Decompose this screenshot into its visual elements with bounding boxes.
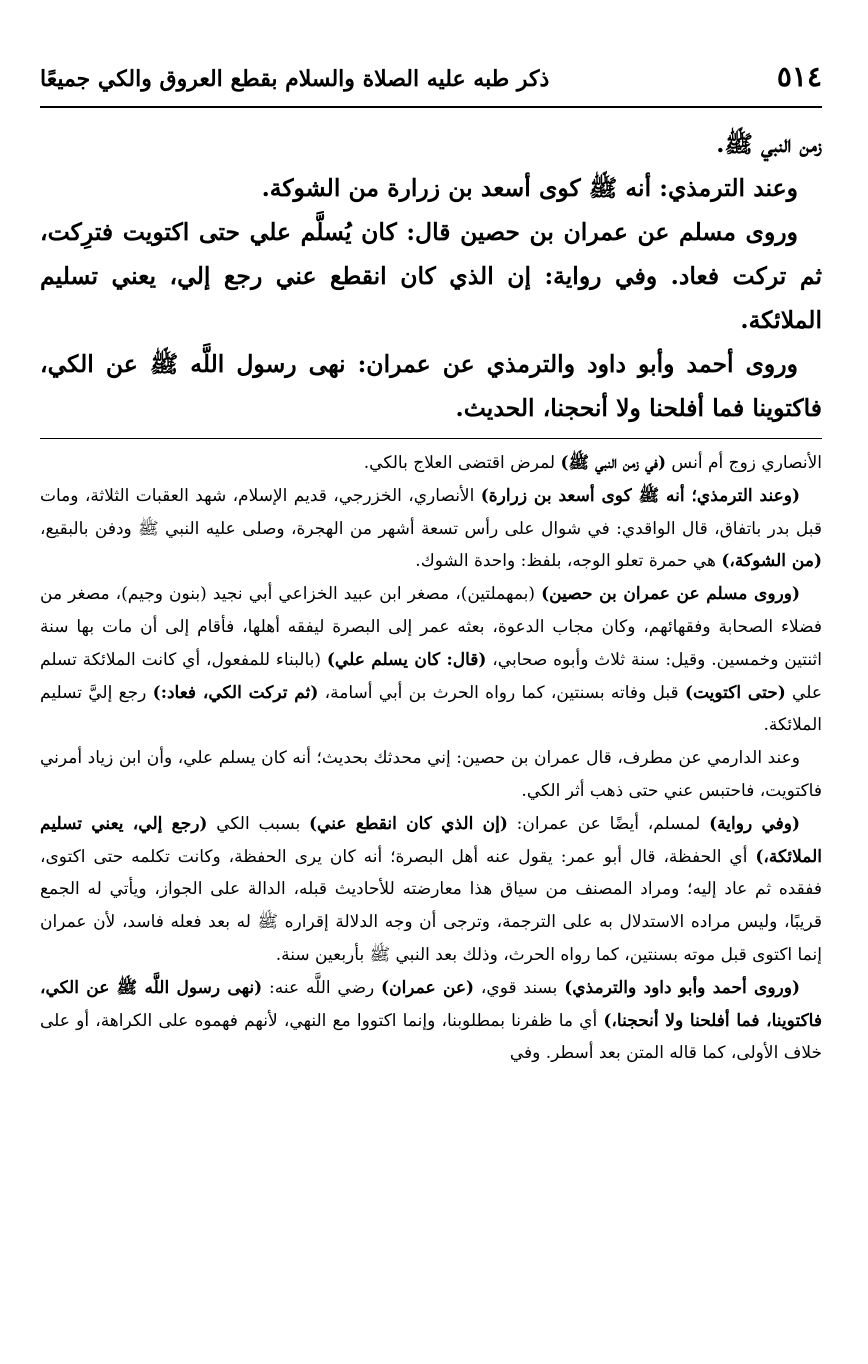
commentary-text: لمرض اقتضى العلاج بالكي. bbox=[363, 453, 561, 473]
commentary bbox=[40, 447, 822, 1070]
header-rule bbox=[40, 106, 822, 108]
commentary-text: (بمهملتين)، مصغر ابن عبيد الخزاعي أبي نجيد (بنون وجيم)، مصغر من فضلاء الصحابة وفقهائهم، وكان مجاب الدعوة، بعثه عمر إلى البصرة ليفقه أهلها، فأقام إلى أن مات بها سنة اثنتين وخمسين. وقيل: سنة ثلاث وأبوه صحابي، bbox=[40, 584, 823, 670]
commentary-text: بسند قوي، bbox=[474, 977, 565, 998]
commentary-text: لمسلم، أيضًا عن عمران: bbox=[507, 813, 710, 834]
commentary-text: أي ما ظفرنا بمطلوبنا، وإنما اكتووا مع النهي، لأنهم فهموه على الكراهة، أو على خلاف الأولى، كما قاله المتن بعد أسطر. وفي bbox=[40, 1010, 822, 1064]
commentary-paragraph bbox=[40, 447, 822, 480]
footnote-divider bbox=[40, 438, 822, 439]
page-number: ٥١٤ bbox=[776, 60, 822, 93]
commentary-bold-text: (إن الذي كان انقطع عني) bbox=[309, 813, 508, 834]
commentary-text: (بالبناء للمفعول، أي كانت الملائكة تسلم علي bbox=[40, 649, 822, 703]
commentary-text: الأنصاري، الخزرجي، قديم الإسلام، شهد العقبات الثلاثة، ومات قبل بدر باتفاق، قال الواقدي: في شوال على رأس تسعة أشهر من الهجرة، وصلى عليه النبي ﷺ ودفن بالبقيع، bbox=[40, 485, 822, 539]
commentary-bold-text: (عن عمران) bbox=[381, 977, 475, 998]
commentary-text: وعند الدارمي عن مطرف، قال عمران بن حصين: إني محدثك بحديث؛ أنه كان يسلم علي، وأن ابن زياد أمرني فاكتويت، فاحتبس عني حتى ذهب أثر الكي. bbox=[40, 748, 822, 801]
main-bold-text: ﷺ bbox=[149, 350, 179, 378]
commentary-paragraph bbox=[40, 742, 822, 808]
commentary-bold-text: (رجع إلي، يعني تسليم الملائكة،) bbox=[40, 813, 822, 867]
main-text: كوى أسعد بن زرارة من الشوكة. bbox=[261, 174, 589, 202]
commentary-bold-text: (وعند الترمذي؛ أنه ﷺ كوى أسعد بن زرارة) bbox=[480, 485, 800, 506]
commentary-bold-text: (نهى رسول اللَّه ﷺ عن الكي، فاكتوينا، فما أفلحنا ولا أنحجنا،) bbox=[40, 977, 822, 1031]
main-text: عن الكي، فاكتوينا فما أفلحنا ولا أنحجنا، الحديث. bbox=[40, 350, 822, 422]
commentary-text: الأنصاري زوج أم أنس bbox=[666, 453, 822, 473]
main-bold-text: ﷺ bbox=[588, 174, 618, 202]
page-header bbox=[40, 60, 822, 106]
commentary-bold-text: (وفي رواية) bbox=[709, 813, 801, 834]
commentary-bold-text: (قال: كان يسلم علي) bbox=[326, 649, 487, 670]
commentary-bold-text: (ثم تركت الكي، فعاد:) bbox=[152, 682, 319, 703]
main-text: وروى أحمد وأبو داود والترمذي عن عمران: نهى رسول اللَّه bbox=[178, 350, 798, 378]
commentary-paragraph bbox=[40, 808, 822, 972]
main-bold-text: ﷺ bbox=[724, 130, 753, 158]
commentary-text: قبل وفاته بسنتين، كما رواه الحرث بن أبي أسامة، bbox=[318, 682, 685, 703]
main-text: . bbox=[716, 130, 725, 158]
commentary-text: بسبب الكي bbox=[207, 813, 309, 834]
commentary-text: أي الحفظة، قال أبو عمر: يقول عنه أهل البصرة؛ أنه كان يرى الحفظة، وكانت تكلمه حتى اكتوى، ففقده ثم عاد إليه؛ ومراد المصنف من سياق هذا معارضته للأحاديث قبله، الدالة على الجواز، ويأتي له الجمع قريبًا، وليس مراده الاستدلال به على الترجمة، وترجى أن وجه الدلالة إقراره ﷺ له بعد فعله فاسد، لأن عمران إنما اكتوى قبل موته بسنتين، كما رواه الحرث، وذلك بعد النبي ﷺ بأربعين سنة. bbox=[40, 846, 822, 965]
main-paragraph bbox=[40, 166, 822, 210]
main-text: زمن النبي bbox=[752, 130, 822, 158]
commentary-bold-text: (حتى اكتويت) bbox=[684, 682, 786, 703]
main-text: وروى مسلم عن عمران بن حصين قال: كان يُسلَّم علي حتى اكتويت فترِكت، ثم تركت فعاد. وفي رواية: إن الذي كان انقطع عني رجع إلي، يعني تسليم الملائكة. bbox=[40, 218, 822, 334]
commentary-bold-text: (وروى مسلم عن عمران بن حصين) bbox=[541, 584, 800, 605]
commentary-bold-text: (وروى أحمد وأبو داود والترمذي) bbox=[564, 977, 800, 998]
commentary-text: رضي اللَّه عنه: bbox=[262, 977, 382, 998]
main-paragraph bbox=[40, 342, 822, 430]
commentary-text: رجع إليَّ تسليم الملائكة. bbox=[40, 682, 822, 736]
commentary-bold-text: (في زمن النبي ﷺ) bbox=[560, 453, 667, 473]
commentary-bold-text: (من الشوكة،) bbox=[721, 551, 822, 572]
main-text bbox=[40, 122, 822, 430]
main-paragraph bbox=[40, 122, 822, 166]
running-title: ذكر طبه عليه الصلاة والسلام بقطع العروق والكي جميعًا bbox=[40, 66, 550, 92]
commentary-text: هي حمرة تعلو الوجه، بلفظ: واحدة الشوك. bbox=[415, 551, 722, 572]
main-text: وعند الترمذي: أنه bbox=[617, 174, 798, 202]
main-paragraph bbox=[40, 210, 822, 342]
commentary-paragraph bbox=[40, 972, 822, 1070]
commentary-paragraph bbox=[40, 578, 822, 742]
commentary-paragraph bbox=[40, 480, 822, 578]
